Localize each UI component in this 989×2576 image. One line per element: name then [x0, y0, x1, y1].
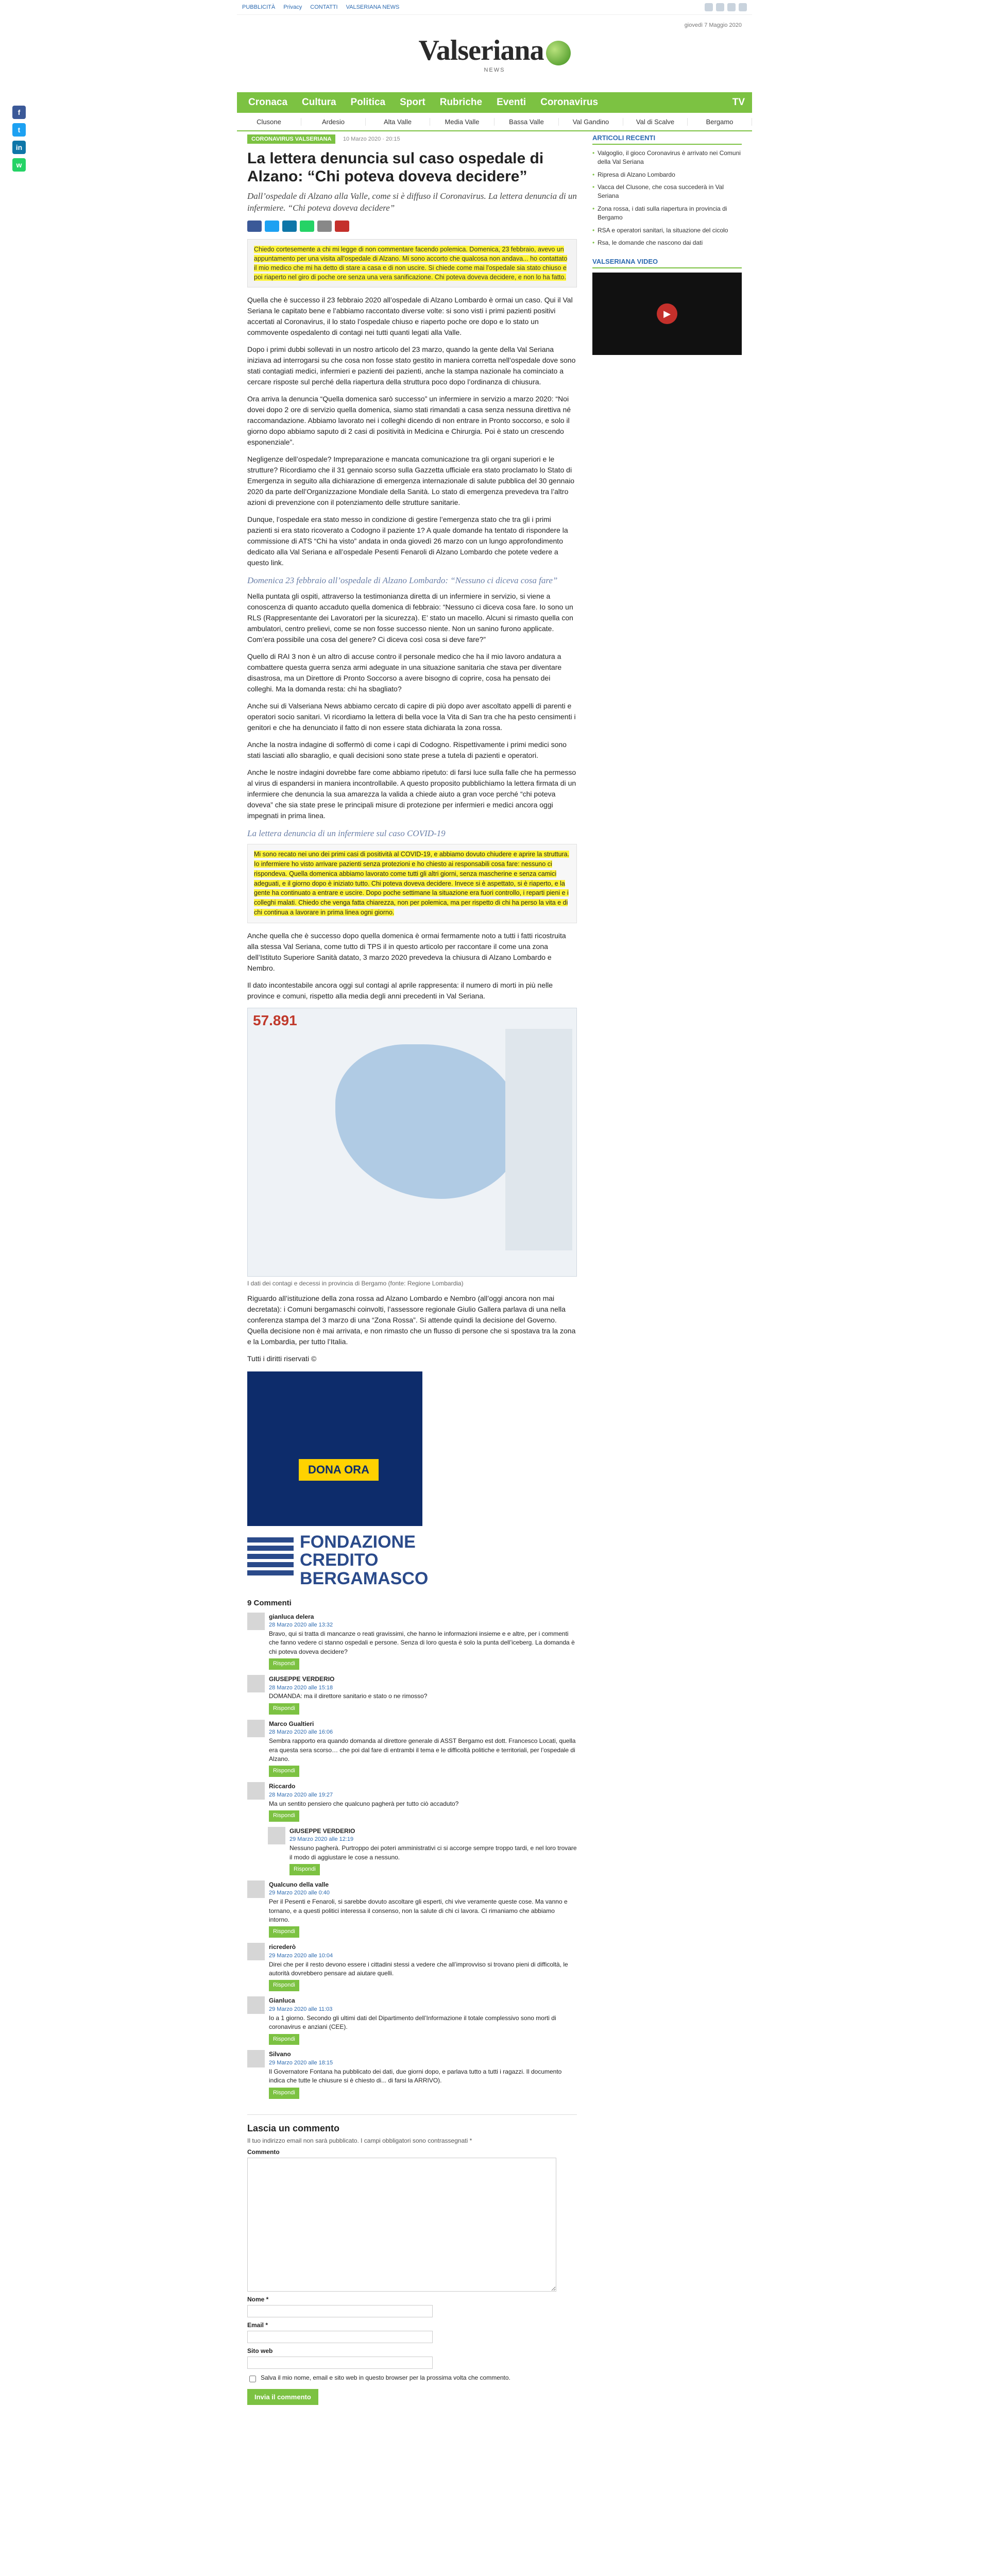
avatar: [247, 1880, 265, 1898]
paragraph: Nella puntata gli ospiti, attraverso la testimonianza diretta di un infermiere in servizio, si viene a conoscenza di quanto accaduto quella domenica di febbraio: “Nessuno ci diceva cosa fare. Io sono un RLS (Rappresentante dei Lavoratori per la sicurezza). E’ stato un macello. Alcuni si rimasto quella con ambulatori, centro prelievi, come se non fosse successo niente. Non un sanino furono applicate. Com’era possibile una cosa del genere? Ci diceva così cosa si deve fare?”: [247, 592, 573, 644]
comment-date[interactable]: 29 Marzo 2020 alle 18:15: [269, 2059, 333, 2066]
map-region-shape: [335, 1044, 521, 1199]
paragraph: Il dato incontestabile ancora oggi sul contagi al aprile rappresenta: il numero di morti in più nelle province e comuni, rispetto alla media degli anni precedenti in Val Seriana.: [247, 980, 553, 1000]
publish-date: 10 Marzo 2020 · 20:15: [343, 136, 400, 142]
consent-checkbox[interactable]: [249, 2376, 256, 2382]
top-social-icons: [705, 3, 752, 11]
paragraph: Anche le nostre indagini dovrebbe fare come abbiamo ripetuto: di farsi luce sulla falle che ha permesso al virus di espandersi in maniera incontrollabile. A questo proposito pubblichiamo la lettera firmata di un infermiere che denuncia la sua amarezza la valida a chiede aiuto a gran voce perché “chi poteva doveva” che sia state prese le principali misure di protezione per infermieri e medici ancora oggi impegnati in prima linea.: [247, 768, 576, 820]
comment-author: Qualcuno della valle: [269, 1880, 329, 1888]
recent-articles-list: [592, 149, 742, 247]
paragraph: Dopo i primi dubbi sollevati in un nostro articolo del 23 marzo, quando la gente della Val Seriana iniziava ad interrogarsi su che cosa non fosse stato gestito in maniera corretta nell’ospedale dove sono stati contagiati medici, infermieri e pazienti dei pazienti, anche la stampa nazionale ha cominciato a cercare risposte sul perché della riapertura della struttura poco dopo l’ordinanza di chiusura.: [247, 345, 576, 386]
comment-form: [247, 2114, 577, 2405]
nav-cultura[interactable]: Cultura: [302, 97, 336, 108]
donate-button[interactable]: DONA ORA: [299, 1459, 379, 1481]
comment-author: gianluca delera: [269, 1613, 314, 1620]
comment-date[interactable]: 28 Marzo 2020 alle 19:27: [269, 1791, 333, 1798]
avatar: [247, 1720, 265, 1737]
youtube-icon[interactable]: [739, 3, 747, 11]
comment: [247, 2050, 577, 2098]
main-navigation: [237, 92, 752, 113]
top-link-valseriana[interactable]: VALSERIANA NEWS: [346, 4, 400, 10]
foundation-line: CREDITO: [300, 1550, 379, 1570]
recent-articles-title: ARTICOLI RECENTI: [592, 134, 742, 145]
comment-textarea[interactable]: [247, 2158, 556, 2292]
comments-list: [247, 1613, 577, 2099]
article-body: [247, 295, 577, 1588]
share-email-icon[interactable]: [317, 221, 332, 232]
twitter-share-icon[interactable]: t: [12, 123, 26, 137]
whatsapp-share-icon[interactable]: w: [12, 158, 26, 172]
section-subheading: La lettera denuncia di un infermiere sul caso COVID-19: [247, 828, 446, 839]
comment: [247, 1720, 577, 1777]
reply-button[interactable]: Rispondi: [269, 1980, 299, 1991]
foundation-name: [300, 1533, 428, 1588]
comment: [247, 1880, 577, 1938]
comment-author: GIUSEPPE VERDERIO: [269, 1675, 335, 1683]
comment-text: Ma un sentito pensiero che qualcuno pagherà per tutto ciò accaduto?: [269, 1800, 459, 1807]
comment: [247, 1943, 577, 1991]
paragraph: Riguardo all’istituzione della zona rossa ad Alzano Lombardo e Nembro (all’oggi ancora non mai decretata): i Comuni bergamaschi coinvolti, l’assessore regionale Giulio Gallera parlava di una nella conferenza stampa del 3 marzo di una “Zona Rossa”. Si attende quindi la decisione del Governo. Quella decisione non è mai arrivata, e non rimasto che un flusso di persone che si spostava tra la zona e la Lombardia, per tutto l’Italia.: [247, 1294, 576, 1346]
avatar: [247, 1943, 265, 1960]
nav-cronaca[interactable]: Cronaca: [248, 97, 288, 108]
twitter-icon[interactable]: [716, 3, 724, 11]
comment-form-title: Lascia un commento: [247, 2123, 340, 2133]
share-whatsapp-icon[interactable]: [300, 221, 314, 232]
subnav-media-valle[interactable]: Media Valle: [430, 118, 494, 126]
logo-tagline: NEWS: [484, 67, 505, 73]
section-subheading: Domenica 23 febbraio all’ospedale di Alzano Lombardo: “Nessuno ci diceva cosa fare”: [247, 575, 558, 586]
paragraph: Dunque, l’ospedale era stato messo in condizione di gestire l’emergenza stato che tra gli i primi pazienti si era stato ricoverato a Codogno il paziente 1? A quale domande ha tentato di rispondere la commissione di ATS “Chi ha visto” andata in onda giovedì 26 marzo con un lungo approfondimento dedicato alla Val Seriana e all’ospedale Pesenti Fenaroli di Alzano Lombardo che potete vedere a questo link.: [247, 515, 568, 567]
email-label: Email *: [247, 2321, 268, 2329]
page-container: [237, 0, 752, 2576]
reply-button[interactable]: Rispondi: [269, 1810, 299, 1822]
paragraph: Anche la nostra indagine di soffermò di come i capi di Codogno. Rispettivamente i primi medici sono stati lasciati allo sbaraglio, e quali decisioni sono state prese a tutela di pazienti e operatori.: [247, 740, 567, 760]
comment-date[interactable]: 28 Marzo 2020 alle 15:18: [269, 1684, 333, 1691]
map-side-panel: [505, 1029, 572, 1250]
covid-map-figure: [247, 1008, 577, 1277]
top-link-pubblicita[interactable]: PUBBLICITÀ: [242, 4, 276, 10]
nav-tv[interactable]: TV: [732, 97, 745, 108]
top-link-contatti[interactable]: CONTATTI: [310, 4, 338, 10]
recent-article-link[interactable]: • Ripresa di Alzano Lombardo: [592, 171, 742, 179]
social-share-rail: [12, 106, 26, 172]
reply-button[interactable]: Rispondi: [269, 1658, 299, 1670]
share-pinterest-icon[interactable]: [335, 221, 349, 232]
comments-title: 9 Commenti: [247, 1598, 292, 1607]
logo-globe-icon: [546, 41, 571, 65]
recent-article-link[interactable]: • Valgoglio, il gioco Coronavirus è arrivato nei Comuni della Val Seriana: [592, 149, 742, 166]
linkedin-share-icon[interactable]: in: [12, 141, 26, 154]
subnav-val-di-scalve[interactable]: Val di Scalve: [623, 118, 688, 126]
top-link-privacy[interactable]: Privacy: [283, 4, 302, 10]
reply-button[interactable]: Rispondi: [269, 1766, 299, 1777]
share-facebook-icon[interactable]: [247, 221, 262, 232]
reply-button[interactable]: Rispondi: [289, 1864, 320, 1875]
nav-rubriche[interactable]: Rubriche: [439, 97, 483, 108]
paragraph: Ora arriva la denuncia “Quella domenica sarò successo” un infermiere in servizio a marzo 2020: “Noi dovei dopo 2 ore di servizio quella domenica, siamo stati rimandati a casa senza nessuna direttiva né raccomandazione. Abbiamo lavorato nei i colleghi dicendo di non entrare in Pronto soccorso, e solo il giorno dopo abbiamo saputo di 2 casi di positività in Medicina e Chirurgia. Poi è stato un crescendo esponenziale”.: [247, 395, 571, 447]
avatar: [268, 1827, 285, 1844]
map-caption: I dati dei contagi e decessi in provincia di Bergamo (fonte: Regione Lombardia): [247, 1279, 464, 1287]
comment-date[interactable]: 29 Marzo 2020 alle 11:03: [269, 2006, 333, 2012]
consent-row: [247, 2374, 577, 2384]
facebook-icon[interactable]: [705, 3, 713, 11]
sidebar: [592, 134, 742, 355]
comment-label: Commento: [247, 2148, 280, 2156]
article-title: La lettera denuncia sul caso ospedale di Alzano: “Chi poteva doveva decidere”: [247, 150, 544, 185]
comment: [247, 1782, 577, 1822]
share-bar: [247, 221, 577, 232]
subnav-val-gandino[interactable]: Val Gandino: [559, 118, 623, 126]
comment-form-note: Il tuo indirizzo email non sarà pubblicato. I campi obbligatori sono contrassegnati *: [247, 2137, 472, 2144]
name-label: Nome *: [247, 2295, 269, 2303]
avatar: [247, 2050, 265, 2067]
comment-text: Bravo, qui si tratta di mancanze o reati gravissimi, che hanno le informazioni insieme e e altre, per i commenti che fanno vedere ci stanno ospedali e persone. Senza di loro questa è solo la punta dell’iceberg. La domanda è chi poteva doveva decidere?: [269, 1630, 575, 1655]
recent-article-link[interactable]: • RSA e operatori sanitari, la situazione del cicolo: [592, 226, 742, 235]
facebook-share-icon[interactable]: f: [12, 106, 26, 119]
reply-button[interactable]: Rispondi: [269, 1703, 299, 1715]
comment-date[interactable]: 29 Marzo 2020 alle 10:04: [269, 1952, 333, 1959]
sub-navigation: [237, 113, 752, 131]
recent-article-link[interactable]: • Zona rossa, i dati sulla riapertura in provincia di Bergamo: [592, 205, 742, 222]
current-date: giovedì 7 Maggio 2020: [684, 22, 742, 28]
avatar: [247, 1675, 265, 1692]
donation-banner[interactable]: [247, 1371, 422, 1526]
comment-date[interactable]: 29 Marzo 2020 alle 0:40: [269, 1890, 330, 1896]
article-lead: Dall’ospedale di Alzano alla Valle, come si è diffuso il Coronavirus. La lettera denuncia di un infermiere. “Chi poteva doveva decidere”: [247, 191, 577, 213]
comment-date[interactable]: 29 Marzo 2020 alle 12:19: [289, 1836, 354, 1843]
letter-text: Mi sono recato nei uno dei primi casi di positività al COVID-19, e abbiamo dovuto chiudere e aprire la struttura. Io infermiere ho visto arrivare pazienti senza protezioni e ho chiesto ai responsabili cosa fare: nessuno ci rispondeva. Quella domenica abbiamo lavorato come tutti gli altri giorni, senza mascherine e senza camici adeguati, e il giorno dopo è iniziato tutto. Chi poteva doveva decidere. Invece si è aspettato, si è riaperto, e la gente ha continuato a entrare e uscire. Dopo poche settimane la situazione era fuori controllo, i reparti pieni e i colleghi malati. Chiedo che venga fatta chiarezza, non per polemica, ma per rispetto di chi ha perso la vita e di chi continua a lavorare in prima linea ogni giorno.: [254, 851, 570, 916]
site-header: [237, 15, 752, 92]
nav-coronavirus[interactable]: Coronavirus: [540, 97, 599, 108]
reply-button[interactable]: Rispondi: [269, 2088, 299, 2099]
subnav-clusone[interactable]: Clusone: [237, 118, 301, 126]
facebook-quote-box: [247, 239, 577, 288]
comment-text: DOMANDA: ma il direttore sanitario e stato o ne rimosso?: [269, 1692, 428, 1700]
facebook-quote-text: Chiedo cortesemente a chi mi legge di non commentare facendo polemica. Domenica, 23 febbraio, avevo un appuntamento per una visita all'ospedale di Alzano. Mi sono accorto che qualcosa non andava... ho contattato il mio medico che mi ha detto di stare a casa e di non uscire. Si chiede come mai l'ospedale sia stato chiuso e poi riaperto nel giro di poche ore senza una vera sanificazione. Chi poteva doveva decidere, e non lo ha fatto.: [254, 245, 568, 281]
site-logo[interactable]: [418, 34, 570, 73]
nav-eventi[interactable]: Eventi: [497, 97, 526, 108]
article: [247, 134, 577, 2405]
logo-text: Valseriana: [418, 35, 544, 66]
map-total-number: 57.891: [253, 1012, 297, 1028]
category-badge[interactable]: CORONAVIRUS VALSERIANA: [247, 134, 335, 144]
comment-text: Nessuno pagherà. Purtroppo dei poteri amministrativi ci si accorge sempre troppo tardi, e nel loro trovare il modo di aggiustare le cose a nessuno.: [289, 1844, 577, 1861]
comment: [247, 1996, 577, 2045]
avatar: [247, 1613, 265, 1630]
comment-author: ricrederò: [269, 1943, 296, 1951]
comment-author: Marco Gualtieri: [269, 1720, 314, 1727]
foundation-mark-icon: [247, 1537, 294, 1584]
foundation-line: FONDAZIONE: [300, 1532, 416, 1552]
paragraph: Negligenze dell’ospedale? Impreparazione e mancata comunicazione tra gli organi superiori e le strutture? Ricordiamo che il 31 gennaio scorso sulla Gazzetta ufficiale era stato proclamato lo Stato di Emergenza in seguito alla dichiarazione di emergenza internazionale di salute pubblica del 30 gennaio 2020 da parte dell’Organizzazione Mondiale della Sanità. Lo stato di emergenza prevedeva tra l’altro azioni di prevenzione con il potenziamento delle strutture sanitarie.: [247, 455, 575, 507]
paragraph: Anche sui di Valseriana News abbiamo cercato di capire di più dopo aver ascoltato appelli di parenti e operatori socio sanitari. Vi ricordiamo la lettera di bella voce la Vita di San tra che ha pesto censimenti i genitori e che ha denunciato il fatto di non essere stata dichiarata la zona rossa.: [247, 702, 576, 732]
foundation-logo[interactable]: [247, 1533, 577, 1588]
consent-text: Salva il mio nome, email e sito web in questo browser per la prossima volta che commento.: [261, 2374, 510, 2381]
comment-text: Direi che per il resto devono essere i cittadini stessi a vedere che all’improvviso si trovano pieni di difficoltà, le autorità dovrebbero pensare ad aiutare quelli.: [269, 1960, 568, 1977]
subnav-alta-valle[interactable]: Alta Valle: [366, 118, 430, 126]
website-field[interactable]: [247, 2357, 433, 2369]
play-icon[interactable]: ▶: [657, 303, 677, 324]
share-twitter-icon[interactable]: [265, 221, 279, 232]
comment: [247, 1675, 577, 1715]
subnav-bassa-valle[interactable]: Bassa Valle: [494, 118, 559, 126]
comment: [268, 1827, 577, 1875]
comment-text: Io a 1 giorno. Secondo gli ultimi dati del Dipartimento dell’Informazione il totale complessivo sono morti di coronavirus e anziani (CEE).: [269, 2014, 556, 2031]
subnav-ardesio[interactable]: Ardesio: [301, 118, 366, 126]
comment-date[interactable]: 28 Marzo 2020 alle 16:06: [269, 1729, 333, 1736]
nav-politica[interactable]: Politica: [350, 97, 386, 108]
submit-comment-button[interactable]: Invia il commento: [247, 2389, 318, 2405]
avatar: [247, 1996, 265, 2014]
share-linkedin-icon[interactable]: [282, 221, 297, 232]
name-field[interactable]: [247, 2305, 433, 2317]
comment-text: Il Governatore Fontana ha pubblicato dei dati, due giorni dopo, e parlava tutto a tutti i ragazzi. Il documento indica che tutte le chiusure si è chiesto di... di farsi la ARRIVO).: [269, 2067, 562, 2084]
comment: [247, 1613, 577, 1670]
paragraph: Quello di RAI 3 non è un altro di accuse contro il personale medico che ha il mio lavoro andatura a combattere questa guerra senza armi adeguate in una situazione sanitaria che stava per diventare disastrosa, ma un Direttore di Pronto Soccorso a avere bisogno di coprire, cosa ha pensato dei colleghi. Ma la domanda resta: chi ha sbagliato?: [247, 652, 562, 693]
video-section-title: VALSERIANA VIDEO: [592, 258, 742, 268]
comment-author: GIUSEPPE VERDERIO: [289, 1827, 355, 1835]
recent-article-link[interactable]: • Rsa, le domande che nascono dai dati: [592, 239, 742, 247]
video-player[interactable]: [592, 273, 742, 355]
foundation-line: BERGAMASCO: [300, 1569, 429, 1588]
comment-author: Silvano: [269, 2050, 291, 2058]
comment-date[interactable]: 28 Marzo 2020 alle 13:32: [269, 1622, 333, 1629]
paragraph: Quella che è successo il 23 febbraio 2020 all’ospedale di Alzano Lombardo è ormai un caso. Qui il Val Seriana le capitato bene e l’abbiamo raccontato diverse volte: si sono visti i primi pazienti positivi accertati al Coronavirus, il lo stato l’ospedale chiuso e riaperto poche ore dopo e lo stato un commovente ospedalento di contagi nei tutti quanti legati alla Valle.: [247, 296, 573, 337]
paragraph: Anche quella che è successo dopo quella domenica è ormai fermamente noto a tutti i fatti ricostruita alla stessa Val Seriana, come tutto di TPS il in questo articolo per raccontare il come una zona dell’Istituto Superiore Sanità datato, 3 marzo 2020 prevedeva la chiusura di Alzano Lombardo e Nembro.: [247, 931, 566, 972]
nav-sport[interactable]: Sport: [400, 97, 425, 108]
website-label: Sito web: [247, 2347, 273, 2354]
top-strip: [237, 0, 752, 15]
email-field[interactable]: [247, 2331, 433, 2343]
letter-box: [247, 844, 577, 923]
reply-button[interactable]: Rispondi: [269, 1926, 299, 1938]
comment-text: Per il Pesenti e Fenaroli, si sarebbe dovuto ascoltare gli esperti, chi vive veramente queste cose. Ma vanno e tornano, e a questi politici interessa il consenso, non la salute di chi ci lavora. Ci rimaniamo che abbiamo intorno.: [269, 1898, 568, 1924]
comment-text: Sembra rapporto era quando domanda al direttore generale di ASST Bergamo est dott. Francesco Locati, quella era questa sera scorso… che poi dal fare di entrambi il tema e le difficoltà politiche e territoriali, per l’ospedale di Alzano.: [269, 1737, 576, 1762]
avatar: [247, 1782, 265, 1800]
subnav-bergamo[interactable]: Bergamo: [688, 118, 752, 126]
comment-author: Gianluca: [269, 1997, 295, 2005]
recent-article-link[interactable]: • Vacca del Clusone, che cosa succederà in Val Seriana: [592, 183, 742, 200]
signature: Tutti i diritti riservati ©: [247, 1354, 317, 1363]
reply-button[interactable]: Rispondi: [269, 2034, 299, 2045]
comment-author: Riccardo: [269, 1783, 296, 1790]
instagram-icon[interactable]: [727, 3, 736, 11]
